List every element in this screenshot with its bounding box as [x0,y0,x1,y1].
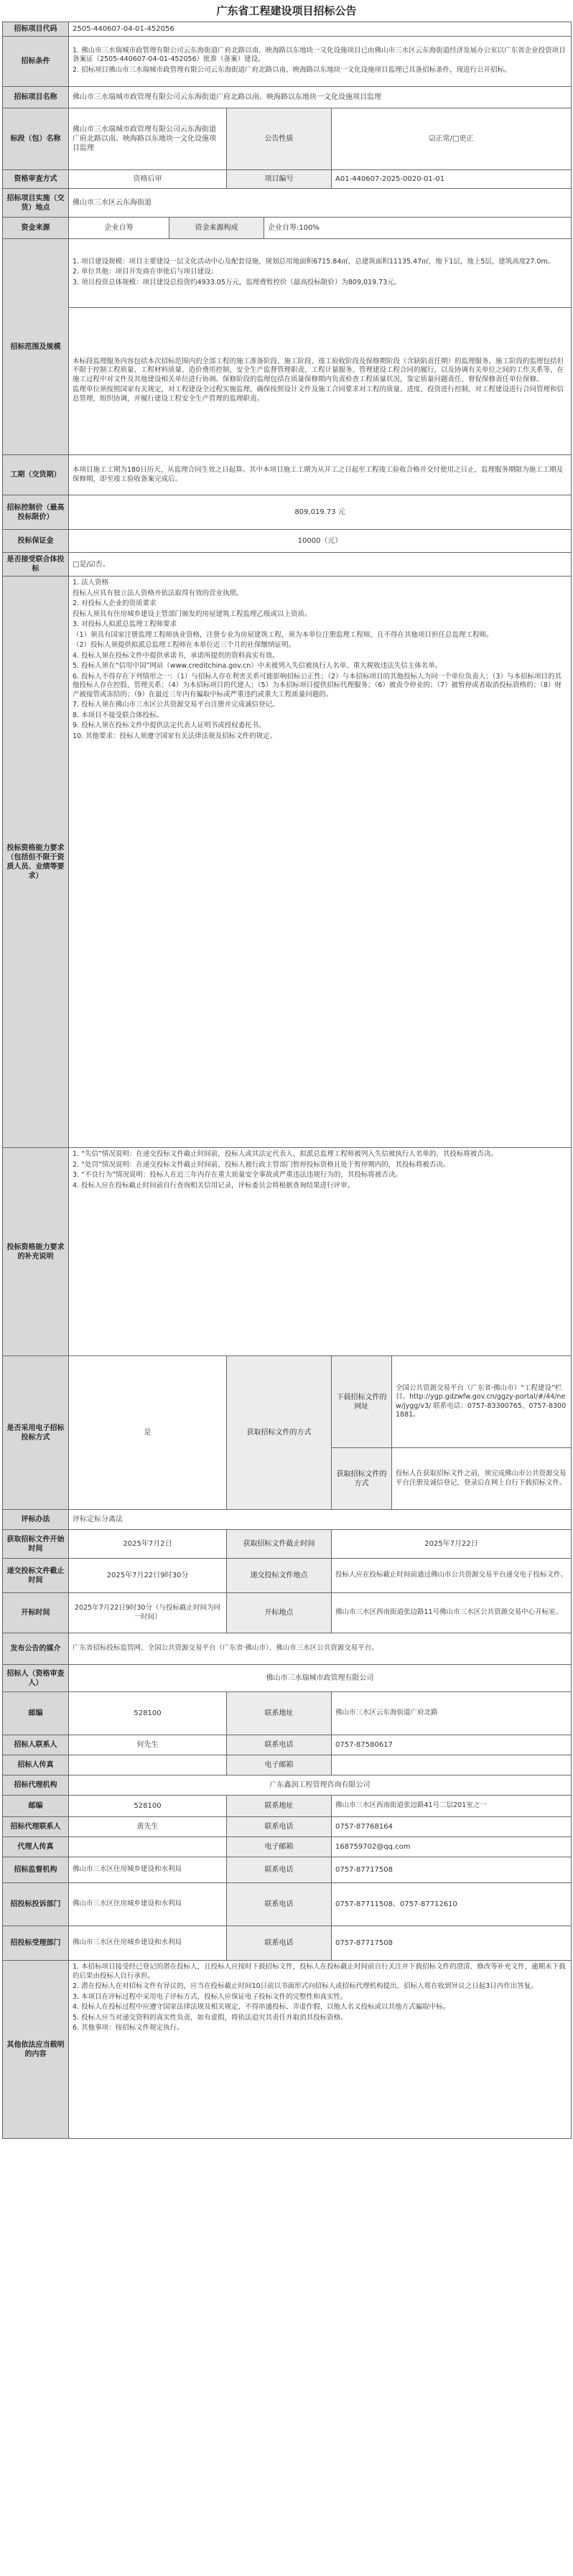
qualification-item: （2）投标人须提供拟派总监理工程师在本单位近三个月的社保缴纳证明。 [73,641,296,649]
supervision-tel-label: 联系电话 [227,1857,332,1883]
funding-source: 企业自筹 [69,218,169,239]
bid-bond-label: 投标保证金 [3,530,69,553]
other-item: 5. 投标人应当对递交资料的真实性负责，如有虚假，将依法追究其责任并取消其投标资格。 [73,2013,348,2022]
row-review-dept [3,1926,572,1961]
review-label: 资格审查方式 [3,170,69,189]
agent-mail[interactable]: 168759702@qq.com [332,1837,572,1857]
row-funding [3,218,572,239]
other-item: 2. 潜在投标人在对招标文件有异议的，应当在投标截止时间10日前以书面形式向招标人或招标代理机构提出，招标人将在收到异议之日起3日内作出答复。 [73,1982,538,1990]
agent-name-label: 招标代理机构 [3,1775,69,1796]
duration-value: 本项目施工工期为180日历天，从监理合同生效之日起算。其中本项目施工工期为从开工之日起至工程竣工验收合格并交付使用之日止，监理服务期限为施工工期及保修期，即至竣工验收备案完成后。 [69,455,572,495]
max-price-label: 招标控制价（最高投标限价） [3,495,69,530]
complaint-tel-label: 联系电话 [227,1883,332,1926]
row-media [3,1633,572,1665]
row-disqualify [3,1148,572,1356]
row-max-price [3,495,572,530]
opening-place-value: 佛山市三水区西南街道张边路11号佛山市三水区公共资源交易中心开标室。 [332,1593,572,1633]
conditions-label: 招标条件 [3,37,69,87]
disqualify-label: 投标资格能力要求的补充说明 [3,1148,69,1356]
project-name-value: 佛山市三水瑞城市政管理有限公司云东海街道广府北路以南、映海路以东地块一文化设施项目监理 [69,87,572,108]
qualification-item: 9. 投标人须在投标文件中提供法定代表人证明书或授权委托书。 [73,722,266,729]
scope-item: 本标段监理服务内容包括本次招标范围内的全部工程的施工准备阶段、施工阶段、竣工验收阶段及保修期阶段（含缺陷责任期）的监理服务。施工阶段的监理包括但不限于控制工程质量、工程材料质量、造价费用控制、安全生产监督管理职责、工程计量服务、管理建设工程合同的履行，以及协调有关单位之间的工作关系等，在施工过程中对文件及其他建设相关单位进行协调。保修阶段的监理包括在质量保修期内负责检查工程质量状况，鉴定质量问题责任，督促保修责任单位保修。 [73,357,564,383]
max-price-value: 809,019.73 元 [69,495,572,530]
complaint-label: 招投标投诉部门 [3,1883,69,1926]
supervision-tel: 0757-87717508 [332,1857,572,1883]
supervision-label: 招标监督机构 [3,1857,69,1883]
duration-label: 工期（交货期） [3,455,69,495]
project-name-label: 招标项目名称 [3,87,69,108]
disqualify-value [69,1148,572,1356]
agent-fax-label: 代理人传真 [3,1837,69,1857]
funding-ratio: 企业自筹:100% [264,218,572,239]
row-deadline [3,1559,572,1593]
qualification-item: 8. 本项目不接受联合体投标。 [73,711,164,719]
opening-label: 开标时间 [3,1593,69,1633]
joint-value: □是/☑否。 [69,553,572,577]
tenderer-name-label: 招标人（资格审查人） [3,1665,69,1692]
row-section [3,108,572,170]
doc-start-value: 2025年7月2日 [69,1530,227,1559]
tenderer-tel: 0757-87580617 [332,1735,572,1755]
condition-item: 1. 佛山市三水瑞城市政管理有限公司云东海街道广府北路以南、映海路以东地块一文化设施项目已由佛山市三水区云东海街道经济发展办公室以广东省企业投资项目备案证（2505-440607-04-01-452056）批准（备案）建设。 [73,46,566,64]
review-value: 资格后审 [69,170,227,189]
row-tenderer-contact [3,1735,572,1755]
joint-label: 是否接受联合体投标 [3,553,69,577]
row-eval [3,1510,572,1530]
tenderer-name: 佛山市三水瑞城市政管理有限公司 [69,1665,572,1692]
agent-mail-label: 电子邮箱 [227,1837,332,1857]
disqualify-item: 2. “处罚”情况说明：在递交投标文件截止时间前，投标人被行政主管部门暂停投标资格且处于暂停期内的，其投标将被否决。 [73,1160,450,1169]
supervision-value: 佛山市三水区住房城乡建设和水利局 [69,1857,227,1883]
qualification-label: 投标资格能力要求（包括但不限于资质人员、业绩等要求） [3,577,69,1148]
eval-label: 评标办法 [3,1510,69,1530]
review-dept-label: 招投标受理部门 [3,1926,69,1961]
qualification-item: 投标人须具有住房城乡建设主管部门颁发的房屋建筑工程监理乙级或以上资质。 [73,610,312,618]
qualification-item: （1）须具有国家注册监理工程师执业资格，注册专业为房屋建筑工程，须为本单位注册监理工程师，且不得在其他项目担任总监理工程师。 [73,630,493,639]
agent-name: 广东鑫润工程管理咨询有限公司 [69,1775,572,1796]
tenderer-zip-label: 邮编 [3,1692,69,1735]
agent-tel: 0757-87768164 [332,1817,572,1837]
disqualify-item: 3. “不良行为”情况说明：投标人在近三年内存在重大质量安全事故或严重违法违规行为的，其投标将被否决。 [73,1171,402,1179]
opening-place-label: 开标地点 [227,1593,332,1633]
row-opening [3,1593,572,1633]
row-electronic-1 [3,1356,572,1448]
agent-contact-label: 招标代理联系人 [3,1817,69,1837]
download-url-label: 下载招标文件的网址 [332,1356,392,1448]
scope-item: 1. 项目建设规模：项目主要建设一层文化活动中心及配套设施，规划总用地面积6715.84㎡，总建筑面积11135.47㎡，地下1层，地上5层，建筑高度27.0m。 [73,257,555,266]
row-supervision [3,1857,572,1883]
agent-addr-label: 联系地址 [227,1796,332,1817]
other-item: 1. 本招标项目接受经已登记的潜在投标人，且投标人应按时下载招标文件，投标人在投标截止时间前自行关注并下载招标文件的澄清、修改等补充文件，逾期未下载的后果由投标人自行承担。 [73,1963,566,1980]
qualification-item: 投标人应具有独立法人资格并依法取得有效的营业执照。 [73,589,243,597]
agent-contact: 黄先生 [69,1817,227,1837]
submit-method-label: 获取招标文件的方式 [332,1448,392,1510]
row-doc-time [3,1530,572,1559]
qualification-item: 6. 投标人不得存在下列情形之一：（1）与招标人存在利害关系可能影响招标公正性；（2）与本招标项目的其他投标人为同一个单位负责人；（3）与本招标项目的其他投标人存在控股、管理关系；（4）为本招标项目的代建人；（5）为本招标项目提供招标代理服务；（6）被责令停业的；（7）被暂停或者取消投标资格的；（8）财产被接管或冻结的；（9）在最近三年内有骗取中标或严重违约或重大工程质量问题的。 [73,672,562,699]
other-item: 3. 本项目在评标过程中采用电子评标方式，投标人应保证电子投标文件的完整性和真实性。 [73,1992,348,2001]
page-title: 广东省工程建设项目招标公告 [216,4,357,17]
project-number-label: 项目编号 [227,170,332,189]
review-dept-value: 佛山市三水区住房城乡建设和水利局 [69,1926,227,1961]
tenderer-mail-label: 电子邮箱 [227,1755,332,1775]
tenderer-addr: 佛山市三水区云东海街道广府北路 [332,1692,572,1735]
complaint-value: 佛山市三水区住房城乡建设和水利局 [69,1883,227,1926]
scope-item: 监理单位须按照国家有关规定，对工程建设全过程实施监理，确保按照设计文件及施工合同要求对工程的质量、进度、投资进行控制，对工程建设进行合同管理和信息管理，组织协调，并履行建设工程安全生产管理的监理职责。 [73,386,564,403]
media-value: 广东省招标投标监管网、全国公共资源交易平台（广东省·佛山市）、佛山市三水区公共资源交易平台。 [69,1633,572,1665]
tenderer-addr-label: 联系地址 [227,1692,332,1735]
funding-ratio-label: 资金来源构成 [169,218,264,239]
public-nature-label: 公告性质 [227,108,332,170]
section-label: 标段（包）名称 [3,108,69,170]
submit-place-label: 递交投标文件地点 [227,1559,332,1593]
doc-method-label: 获取招标文件的方式 [227,1356,332,1510]
doc-end-label: 获取招标文件截止时间 [227,1530,332,1559]
opening-value: 2025年7月22日9时30分（与投标截止时间为同一时间） [69,1593,227,1633]
row-agent-contact [3,1817,572,1837]
agent-fax [69,1837,227,1857]
conditions-value [69,37,572,87]
doc-end-value: 2025年7月22日 [332,1530,572,1559]
row-scope-1 [3,239,572,308]
row-project-code [3,22,572,37]
row-conditions [3,37,572,87]
bid-bond-value: 10000（元） [69,530,572,553]
qualification-item: 5. 投标人须在“信用中国”网站（www.creditchina.gov.cn）中未被列入失信被执行人名单、重大税收违法失信主体名单。 [73,662,442,670]
review-dept-tel: 0757-87717508 [332,1926,572,1961]
download-url-value[interactable]: 全国公共资源交易平台（广东省·佛山市）“工程建设”栏目。http://ygp.gdzwfw.gov.cn/ggzy-portal/#/44/new/jygg/v3/ 联系电话：0757-83300765、0757-83001881。 [392,1356,572,1448]
other-item: 6. 其他事项：按招标文件规定执行。 [73,2024,184,2032]
project-number-value: A01-440607-2025-0020-01-01 [332,170,572,189]
tenderer-contact-label: 招标人联系人 [3,1735,69,1755]
scope-label: 招标范围及规模 [3,239,69,455]
tenderer-zip: 528100 [69,1692,227,1735]
electronic-label: 是否采用电子招标投标方式 [3,1356,69,1510]
agent-zip-label: 邮编 [3,1796,69,1817]
row-bid-bond [3,530,572,553]
row-agent-zip [3,1796,572,1817]
doc-start-label: 获取招标文件开始时间 [3,1530,69,1559]
qualification-item: 1. 法人资格 [73,579,109,587]
funding-label: 资金来源 [3,218,69,239]
eval-value: 评标定标分离法 [69,1510,572,1530]
row-tenderer-zip [3,1692,572,1735]
row-qualification [3,577,572,1148]
scope-item: 2. 单位其他：项目开发商在审批后与项目建设； [73,268,218,276]
deadline-value: 2025年7月22日9时30分 [69,1559,227,1593]
location-label: 招标项目实施（交货）地点 [3,189,69,218]
qualification-item: 7. 投标人须在佛山市三水区公共资源交易平台注册并完成诚信登记。 [73,701,279,709]
row-location [3,189,572,218]
condition-item: 2. 招标项目佛山市三水瑞城市政管理有限公司云东海街道广府北路以南、映海路以东地块一文化设施项目监理已具备招标条件，现进行公开招标。 [73,65,511,74]
agent-addr: 佛山市三水区西南街道张边路41号二层201室之一 [332,1796,572,1817]
other-value [69,1961,572,2139]
scope-value-bottom [69,308,572,455]
scope-item: 3. 项目投资总体规模：项目建设总投资约4933.05万元，监理费暂控价（最高投标限价）为809,019.73元。 [73,278,401,286]
row-other [3,1961,572,2139]
row-tenderer-fax [3,1755,572,1775]
submit-method-value: 投标人在获取招标文件之前，须完成佛山市公共资源交易平台注册及诚信登记，登录后在网上自行下载招标文件。 [392,1448,572,1510]
qualification-item: 10. 其他要求：投标人须遵守国家有关法律法规及招标文件的规定。 [73,732,277,740]
qualification-item: 3. 对投标人拟派总监理工程师要求 [73,620,177,628]
deadline-label: 递交投标文件截止时间 [3,1559,69,1593]
tenderer-fax [69,1755,227,1775]
location-value: 佛山市三水区云东海街道 [69,189,572,218]
scope-value-top [69,239,572,308]
row-duration [3,455,572,495]
notice-table [2,22,572,2139]
electronic-value: 是 [69,1356,227,1510]
project-code-value: 2505-440607-04-01-452056 [69,22,572,37]
tenderer-fax-label: 招标人传真 [3,1755,69,1775]
agent-tel-label: 联系电话 [227,1817,332,1837]
tenderer-contact: 何先生 [69,1735,227,1755]
agent-zip: 528100 [69,1796,227,1817]
tenderer-mail [332,1755,572,1775]
qualification-item: 4. 投标人须在投标文件中提供承诺书，承诺所提供的资料真实有效。 [73,651,279,660]
section-value: 佛山市三水瑞城市政管理有限公司云东海街道广府北路以南、映海路以东地块一文化设施项目监理 [69,108,227,170]
other-item: 4. 投标人在投标过程中应遵守国家法律法规及相关规定，不得串通投标、弄虚作假、以他人名义投标或以其他方式骗取中标。 [73,2003,450,2011]
media-label: 发布公告的媒介 [3,1633,69,1665]
disqualify-item: 4. 投标人应在投标截止时间前自行查询相关信用记录，评标委员会将根据查询结果进行评审。 [73,1181,355,1190]
public-nature-value: ☑正常/□更正 [332,108,572,170]
row-tenderer-name [3,1665,572,1692]
project-code-label: 招标项目代码 [3,22,69,37]
tenderer-tel-label: 联系电话 [227,1735,332,1755]
row-agent-name [3,1775,572,1796]
submit-place-value: 投标人应在投标截止时间前通过佛山市公共资源交易平台递交电子投标文件。 [332,1559,572,1593]
row-scope-2 [3,308,572,455]
qualification-value [69,577,572,1148]
complaint-tel: 0757-87711508、0757-87712610 [332,1883,572,1926]
other-label: 其他依法应当载明的内容 [3,1961,69,2139]
disqualify-item: 1. “失信”情况说明：在递交投标文件截止时间前，投标人或其法定代表人、拟派总监理工程师被列入失信被执行人名单的，其投标将被否决。 [73,1150,498,1158]
row-review [3,170,572,189]
row-joint [3,553,572,577]
row-complaint [3,1883,572,1926]
qualification-item: 2. 对投标人企业的资质要求 [73,599,157,607]
row-agent-fax [3,1837,572,1857]
row-project-name [3,87,572,108]
review-dept-tel-label: 联系电话 [227,1926,332,1961]
